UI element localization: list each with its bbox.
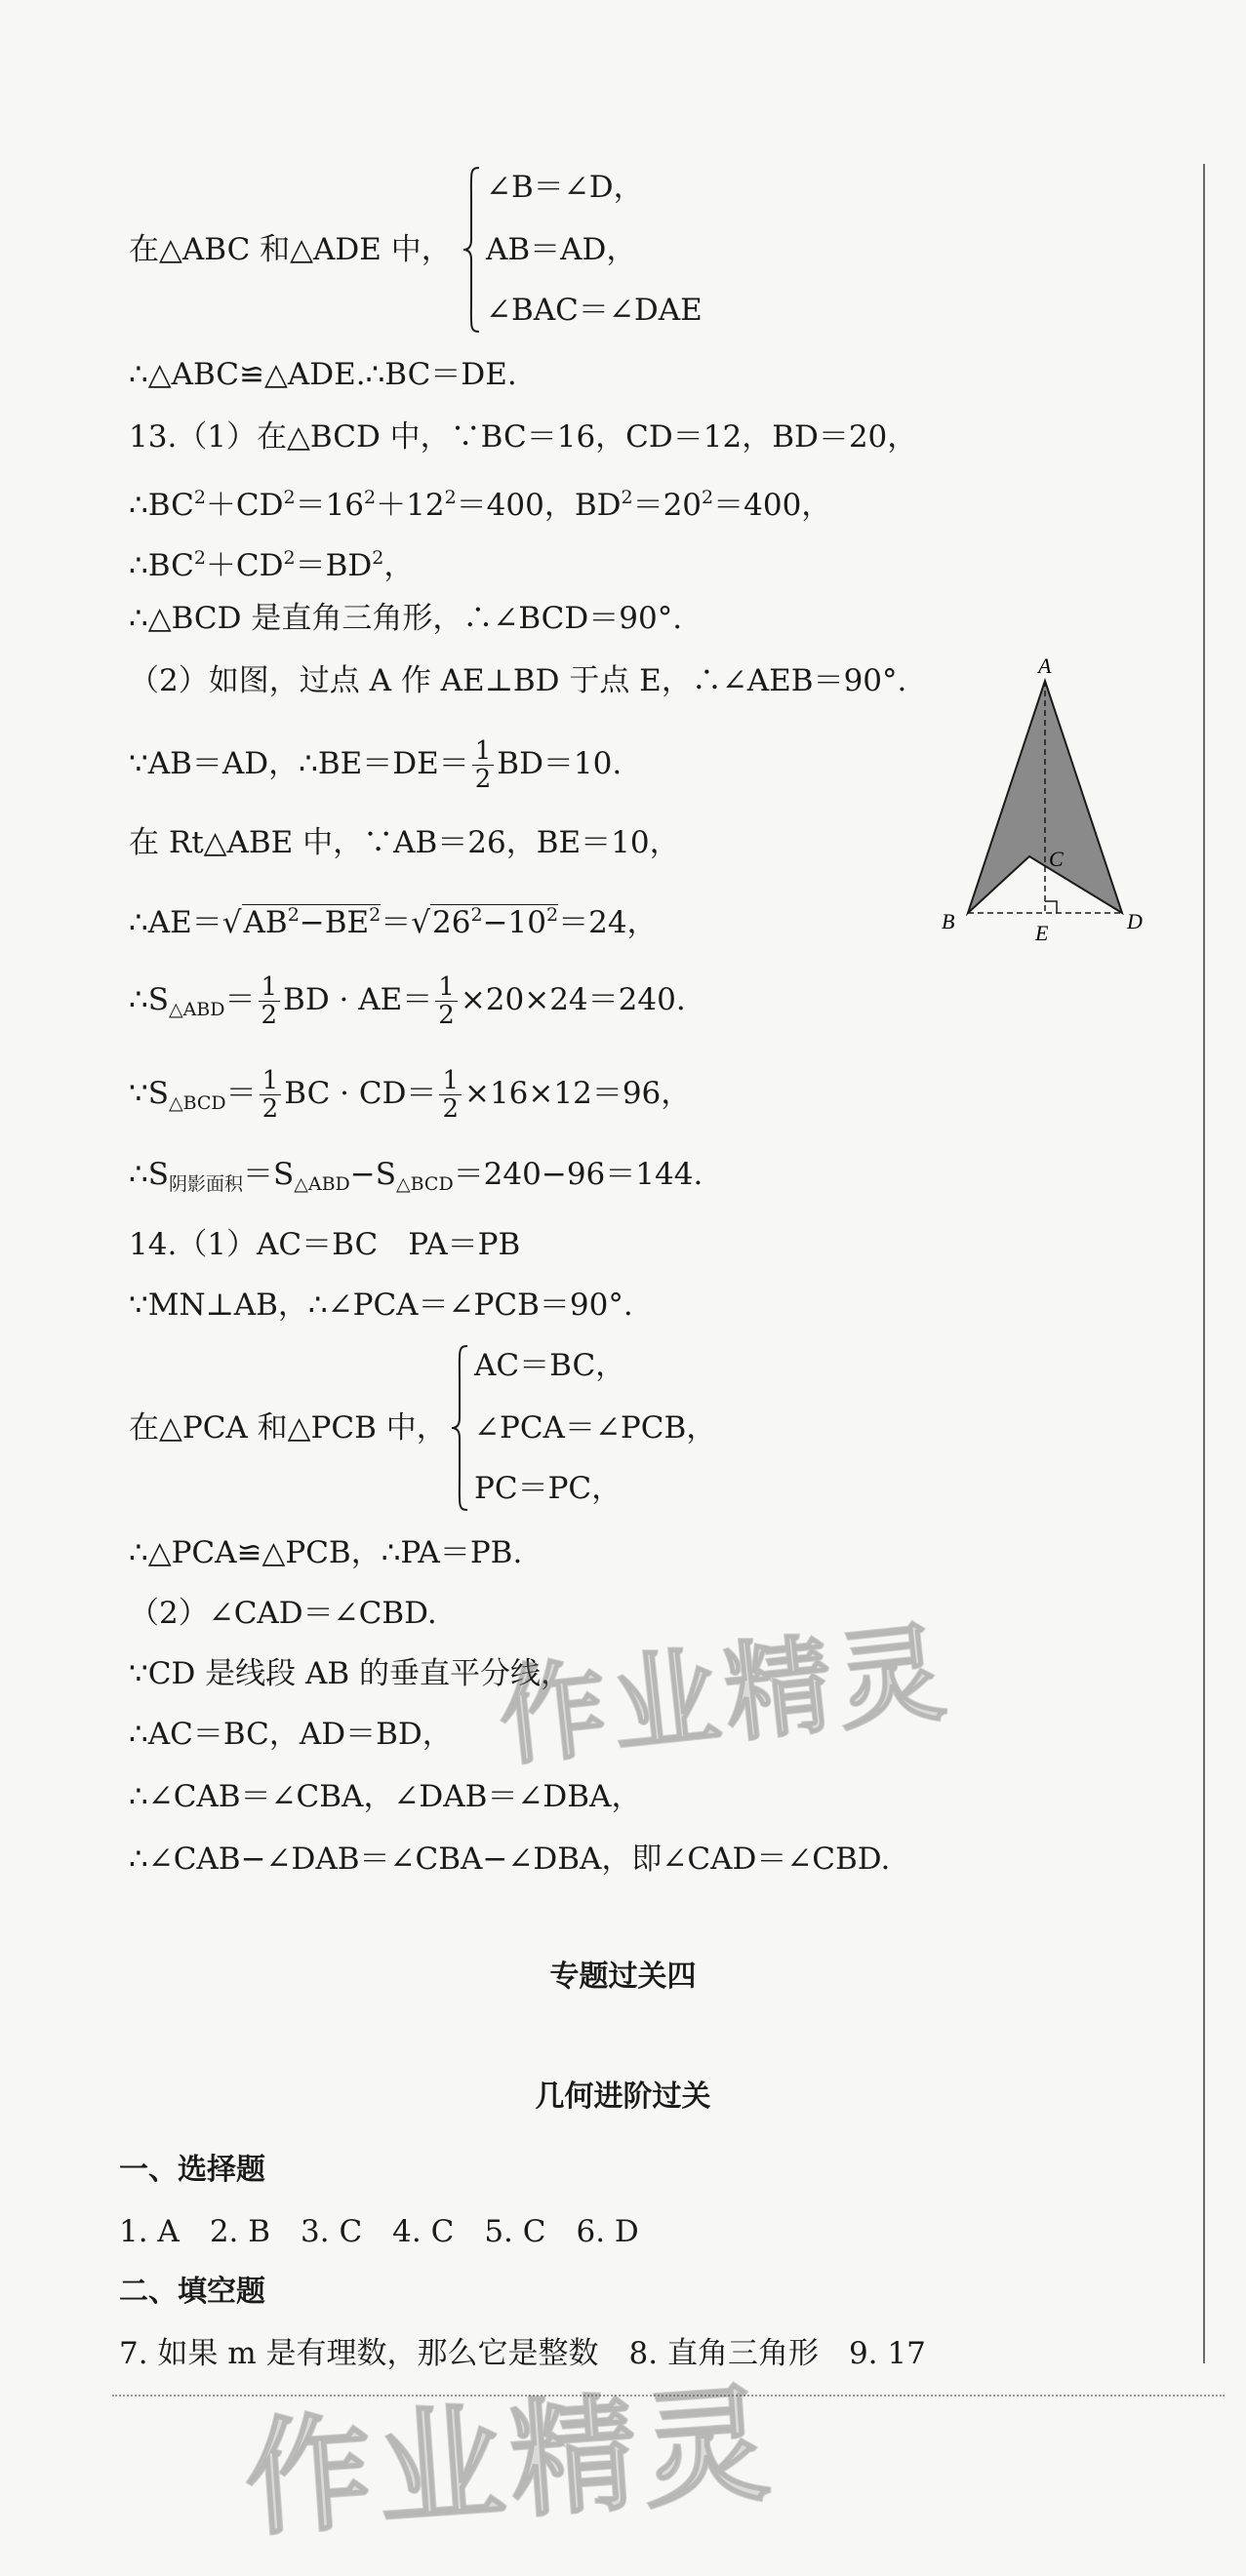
p12-sys-line: ∠BAC＝∠DAE bbox=[486, 293, 703, 328]
q13-1-line: 13.（1）在△BCD 中，∵BC＝16，CD＝12，BD＝20， bbox=[129, 419, 918, 455]
triangle-figure bbox=[932, 652, 1156, 948]
fraction: $\frac{1}{2}$ bbox=[472, 737, 495, 793]
q13-2-line: $\therefore S_{\triangle ABD}=$ $\frac{1}{2}$ BD · AE＝ $\frac{1}{2}$ ×20×24＝240. bbox=[129, 972, 686, 1030]
q13-1-line: $\therefore BC^2+CD^2=16^2+12^2=400$，$BD^2=20^2=400$， bbox=[129, 487, 832, 523]
p12-system-prefix: 在△ABC 和△ADE 中， bbox=[129, 232, 452, 267]
label-d: D bbox=[1127, 909, 1143, 933]
label-b: B bbox=[942, 909, 955, 933]
subsection-title: 几何进阶过关 bbox=[535, 2080, 711, 2114]
label-c: C bbox=[1049, 847, 1064, 871]
q14-sys-line: AC＝BC， bbox=[474, 1348, 626, 1383]
q13-2-line: ∵AB＝AD，∴BE＝DE＝ $\frac{1}{2}$ BD＝10. bbox=[129, 736, 623, 794]
q14-system-prefix: 在△PCA 和△PCB 中， bbox=[129, 1410, 447, 1446]
q13-2-line: （2）如图，过点 A 作 AE⊥BD 于点 E，∴∠AEB＝90°. bbox=[129, 663, 907, 698]
q14-line: 14.（1）AC＝BC PA＝PB bbox=[129, 1227, 521, 1262]
q14-sys-line: ∠PCA＝∠PCB， bbox=[474, 1410, 717, 1446]
label-a: A bbox=[1038, 654, 1052, 678]
q13-2-line: $\therefore AE=√AB^2-BE^2=√26^2-10^2=24$， bbox=[129, 904, 658, 940]
q13-2-line: 在 Rt△ABE 中，∵AB＝26，BE＝10， bbox=[129, 825, 680, 860]
q14-line: ∴∠CAB＝∠CBA，∠DAB＝∠DBA， bbox=[129, 1779, 642, 1814]
q14-line: ∴∠CAB−∠DAB＝∠CBA−∠DBA，即∠CAD＝∠CBD. bbox=[129, 1842, 891, 1877]
q14-line: ∵CD 是线段 AB 的垂直平分线， bbox=[129, 1656, 572, 1691]
q14-line: ∵MN⊥AB，∴∠PCA＝∠PCB＝90°. bbox=[129, 1288, 633, 1323]
section-title: 专题过关四 bbox=[549, 1960, 697, 1994]
p12-sys-line: ∠B＝∠D， bbox=[486, 170, 644, 205]
part-title: 二、填空题 bbox=[119, 2275, 265, 2309]
q14-line: ∴△PCA≌△PCB，∴PA＝PB. bbox=[129, 1535, 523, 1570]
q13-1-line: ∴△BCD 是直角三角形，∴∠BCD＝90°. bbox=[129, 601, 683, 636]
p12-sys-line: AB＝AD， bbox=[486, 232, 637, 267]
p12-conclusion: ∴△ABC≌△ADE.∴BC＝DE. bbox=[129, 357, 517, 392]
q13-2-line: $\because S_{\triangle BCD}=$ $\frac{1}{2}$ BC · CD＝ $\frac{1}{2}$ ×16×12＝96， bbox=[129, 1066, 692, 1124]
q14-brace bbox=[450, 1342, 471, 1514]
watermark: 作业精灵 bbox=[240, 2369, 781, 2555]
q13-1-line: $\therefore BC^2+CD^2=BD^2$， bbox=[129, 547, 415, 583]
q14-line: ∴AC＝BC，AD＝BD， bbox=[129, 1717, 453, 1752]
q14-sys-line: PC＝PC， bbox=[474, 1471, 623, 1506]
p12-brace bbox=[462, 164, 483, 336]
q13-2-line: $\therefore S_{阴影面积}=S_{\triangle ABD}-S_{\triangle BCD}=240-96=144$. bbox=[129, 1157, 703, 1195]
fill-answers: 7. 如果 m 是有理数，那么它是整数 8. 直角三角形 9. 17 bbox=[119, 2336, 926, 2371]
part-title: 一、选择题 bbox=[119, 2153, 265, 2187]
label-e: E bbox=[1035, 921, 1049, 944]
choice-answers: 1. A 2. B 3. C 4. C 5. C 6. D bbox=[119, 2214, 639, 2249]
q14-line: （2）∠CAD＝∠CBD. bbox=[129, 1596, 437, 1631]
right-margin-rule bbox=[1203, 164, 1205, 2363]
watermark: 作业精灵 bbox=[493, 1609, 957, 1781]
